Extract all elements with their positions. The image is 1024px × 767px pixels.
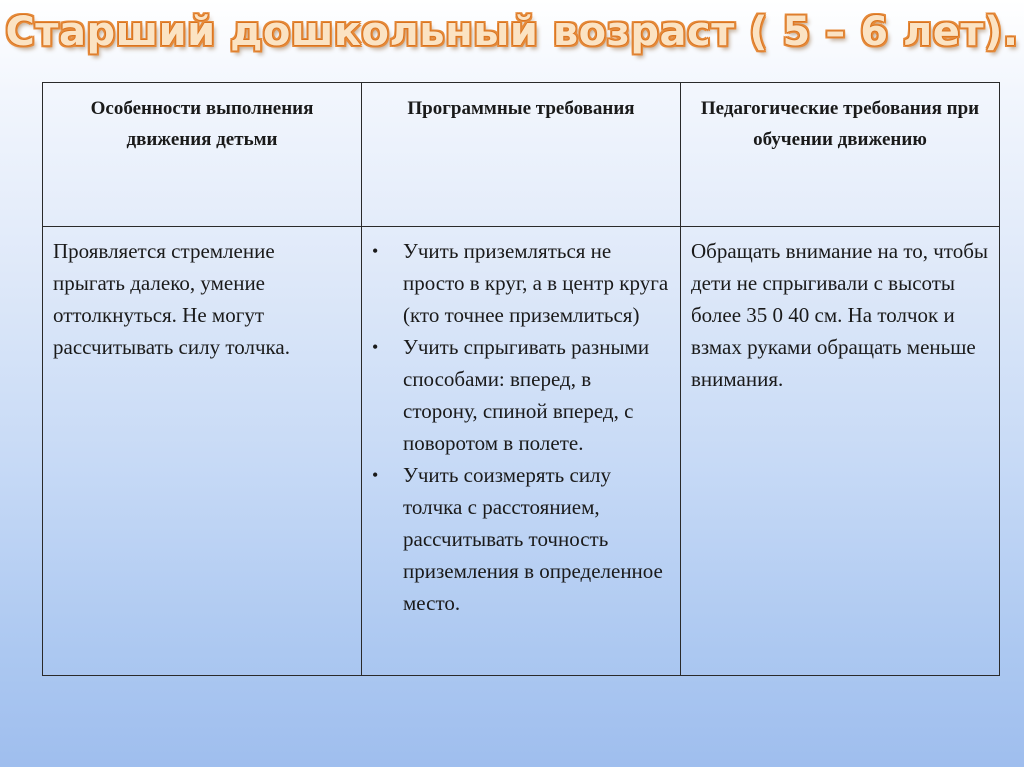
list-item <box>372 235 670 331</box>
bullet-icon: • <box>372 465 379 485</box>
header-pedagogical-requirements: Педагогические требования при обучении движению <box>681 83 1000 227</box>
list-item <box>372 459 670 619</box>
bullet-icon: • <box>372 241 379 261</box>
cell-movement-features: Проявляется стремление прыгать далеко, умение оттолкнуться. Не могут рассчитывать силу толчка. <box>43 227 362 676</box>
table-row <box>43 227 1000 676</box>
bullet-icon: • <box>372 337 379 357</box>
cell-program-requirements <box>362 227 681 676</box>
header-movement-features: Особенности выполнения движения детьми <box>43 83 362 227</box>
list-item <box>372 331 670 459</box>
list-item-text: Учить спрыгивать разными способами: вперед, в сторону, спиной вперед, с поворотом в полете. <box>403 335 650 455</box>
list-item-text: Учить приземляться не просто в круг, а в центр круга (кто точнее приземлиться) <box>403 239 669 327</box>
table-header-row <box>43 83 1000 227</box>
requirements-table <box>42 82 1000 676</box>
list-item-text: Учить соизмерять силу толчка с расстоянием, рассчитывать точность приземления в определенное место. <box>403 463 663 615</box>
program-requirements-list <box>372 235 670 619</box>
slide-title: Старший дошкольный возраст ( 5 – 6 лет). <box>5 9 1019 55</box>
header-program-requirements: Программные требования <box>362 83 681 227</box>
cell-pedagogical-requirements: Обращать внимание на то, чтобы дети не спрыгивали с высоты более 35 0 40 см. На толчок и взмах руками обращать меньше внимания. <box>681 227 1000 676</box>
